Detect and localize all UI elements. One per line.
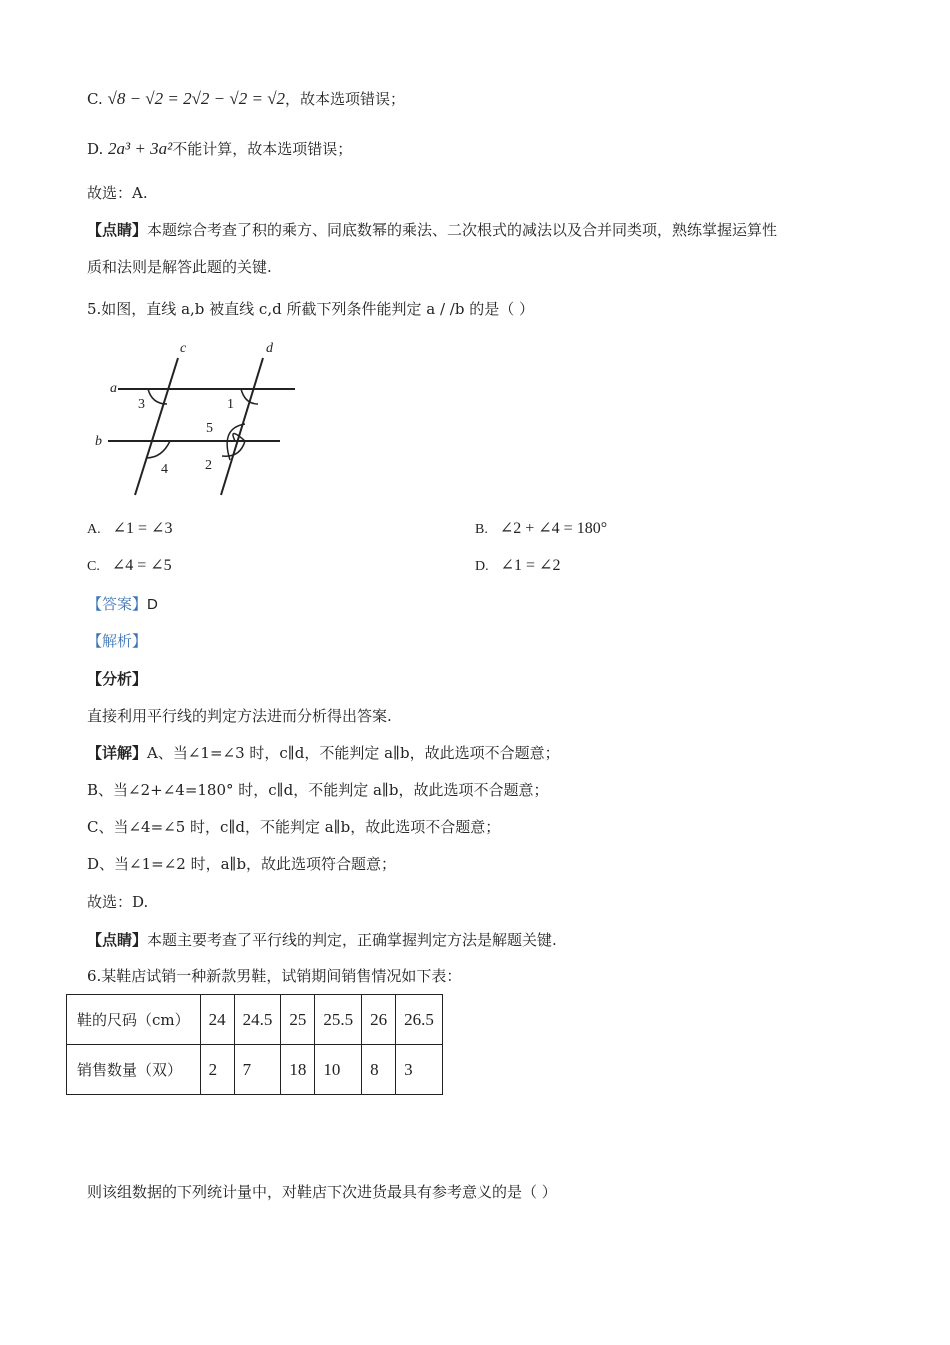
option-a-text: ∠1 = ∠3	[112, 520, 173, 537]
option-c-text: ∠4 = ∠5	[111, 557, 172, 574]
table-cell: 24	[200, 995, 234, 1045]
option-d-letter: D.	[475, 559, 489, 574]
label-3: 3	[138, 397, 145, 412]
tip-tag: 【点睛】	[87, 221, 148, 239]
option-a	[87, 518, 172, 538]
question-6: 6.某鞋店试销一种新款男鞋，试销期间销售情况如下表：	[87, 967, 462, 985]
answer	[87, 593, 158, 614]
label-a: a	[110, 381, 117, 396]
option-letter: C.	[87, 90, 103, 108]
fenxi-text: 直接利用平行线的判定方法进而分析得出答案.	[87, 707, 392, 725]
question-5: 5.如图，直线 a,b 被直线 c,d 所截下列条件能判定 a / /b 的是（ ）	[87, 300, 534, 318]
row-header-size: 鞋的尺码（cm）	[67, 995, 201, 1045]
label-c: c	[180, 341, 187, 356]
table-cell: 7	[234, 1045, 281, 1095]
label-4: 4	[161, 462, 168, 477]
table-cell: 2	[200, 1045, 234, 1095]
parallel-lines-figure	[90, 338, 305, 500]
table-cell: 24.5	[234, 995, 281, 1045]
sales-table	[66, 994, 443, 1095]
table-cell: 25.5	[315, 995, 362, 1045]
label-1: 1	[227, 397, 234, 412]
table-row	[67, 1045, 443, 1095]
option-letter: D.	[87, 140, 104, 158]
label-5: 5	[206, 421, 213, 436]
detail-a	[87, 742, 560, 763]
table-cell: 8	[362, 1045, 396, 1095]
table-cell: 10	[315, 1045, 362, 1095]
table-cell: 26	[362, 995, 396, 1045]
label-2: 2	[205, 458, 212, 473]
detail-a-text: A、当∠1=∠3 时，c∥d，不能判定 a∥b，故此选项不合题意；	[147, 744, 560, 762]
label-d: d	[266, 341, 273, 356]
fenxi-tag: 【分析】	[87, 670, 148, 688]
detail-tag: 【详解】	[87, 744, 148, 762]
table-cell: 25	[281, 995, 315, 1045]
detail-c: C、当∠4=∠5 时，c∥d，不能判定 a∥b，故此选项不合题意；	[87, 818, 501, 836]
line-c	[135, 358, 178, 495]
option-a-letter: A.	[87, 522, 101, 537]
option-d-text: ∠1 = ∠2	[500, 557, 561, 574]
question-6-prompt: 则该组数据的下列统计量中，对鞋店下次进货最具有参考意义的是（ ）	[87, 1183, 557, 1201]
option-d	[475, 555, 560, 575]
detail-d: D、当∠1=∠2 时，a∥b，故此选项符合题意；	[87, 855, 397, 873]
analysis-tag: 【解析】	[87, 632, 148, 650]
tip-text: 本题主要考查了平行线的判定，正确掌握判定方法是解题关键.	[147, 931, 557, 949]
tip-1-cont: 质和法则是解答此题的关键.	[87, 258, 272, 276]
line-d	[221, 358, 263, 495]
tip-text: 本题综合考查了积的乘方、同底数幂的乘法、二次根式的减法以及合并同类项，熟练掌握运算性	[147, 221, 778, 239]
choose-d: 故选：D.	[87, 893, 149, 911]
table-cell: 3	[396, 1045, 443, 1095]
tip-2	[87, 929, 557, 950]
formula: √8 − √2 = 2√2 − √2 = √2	[107, 89, 286, 108]
option-b	[475, 518, 607, 538]
label-b: b	[95, 434, 102, 449]
option-b-letter: B.	[475, 522, 488, 537]
formula: 2a³ + 3a²	[108, 139, 173, 158]
line-option-d-solution	[87, 138, 352, 159]
table-row	[67, 995, 443, 1045]
option-b-text: ∠2 + ∠4 = 180°	[499, 520, 608, 537]
detail-b: B、当∠2+∠4=180° 时，c∥d，不能判定 a∥b，故此选项不合题意；	[87, 781, 549, 799]
tip-tag: 【点睛】	[87, 931, 148, 949]
choose-a: 故选：A.	[87, 184, 148, 202]
angle-1-arc	[241, 389, 258, 404]
option-c-letter: C.	[87, 559, 100, 574]
remark: 不能计算，故本选项错误；	[172, 140, 353, 158]
row-header-qty: 销售数量（双）	[67, 1045, 201, 1095]
remark: ，故本选项错误；	[285, 90, 406, 108]
table-cell: 26.5	[396, 995, 443, 1045]
option-c	[87, 555, 172, 575]
tip-1	[87, 219, 777, 240]
table-cell: 18	[281, 1045, 315, 1095]
answer-value: D	[147, 596, 158, 613]
answer-tag: 【答案】	[87, 595, 148, 613]
line-option-c-solution	[87, 88, 405, 109]
